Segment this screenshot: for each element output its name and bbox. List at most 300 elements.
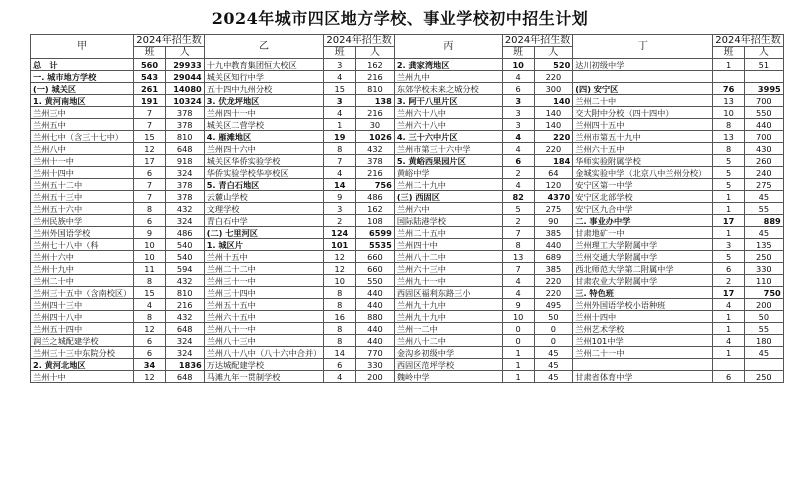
class-count: 8 xyxy=(134,203,165,215)
class-count: 11 xyxy=(134,263,165,275)
student-count: 385 xyxy=(534,227,573,239)
class-count: 12 xyxy=(324,263,356,275)
table-row xyxy=(31,59,784,71)
school-name: 兰州五十四中 xyxy=(31,323,134,335)
class-count: 1 xyxy=(502,359,534,371)
class-count xyxy=(713,71,745,83)
school-name: 青白石中学 xyxy=(204,215,324,227)
student-count: 432 xyxy=(165,275,204,287)
table-row xyxy=(31,239,784,251)
class-count: 8 xyxy=(324,287,356,299)
header-row-1 xyxy=(31,35,784,47)
class-count: 4 xyxy=(502,275,534,287)
school-name: 兰州四十中 xyxy=(394,239,502,251)
school-name: 交大附中分校（四十四中） xyxy=(573,107,713,119)
header-ban: 班 xyxy=(502,47,534,59)
school-name: 兰州四十八中 xyxy=(31,311,134,323)
class-count: 4 xyxy=(713,299,745,311)
school-name: 2. 黄河北地区 xyxy=(31,359,134,371)
school-name: 兰州九十九中 xyxy=(394,299,502,311)
school-name: 兰州八十二中 xyxy=(394,335,502,347)
school-name: 城关区知行中学 xyxy=(204,71,324,83)
class-count: 9 xyxy=(324,191,356,203)
school-name: 三. 特色班 xyxy=(573,287,713,299)
student-count: 520 xyxy=(534,59,573,71)
class-count: 82 xyxy=(502,191,534,203)
student-count: 45 xyxy=(744,347,783,359)
class-count: 10 xyxy=(134,251,165,263)
class-count: 2 xyxy=(502,215,534,227)
student-count: 770 xyxy=(356,347,395,359)
school-name: 兰州二十一中 xyxy=(573,347,713,359)
school-name xyxy=(573,359,713,371)
table-row xyxy=(31,167,784,179)
class-count: 4 xyxy=(134,299,165,311)
class-count: 8 xyxy=(134,275,165,287)
class-count: 543 xyxy=(134,71,165,83)
school-name: 兰州七中（含三十七中） xyxy=(31,131,134,143)
table-row xyxy=(31,179,784,191)
student-count: 45 xyxy=(534,371,573,383)
student-count: 29044 xyxy=(165,71,204,83)
student-count: 120 xyxy=(534,179,573,191)
student-count: 440 xyxy=(356,287,395,299)
student-count: 324 xyxy=(165,335,204,347)
school-name: 兰州三十五中（含南校区） xyxy=(31,287,134,299)
class-count: 13 xyxy=(502,251,534,263)
school-name: 黄峪中学 xyxy=(394,167,502,179)
school-name: 一. 城市地方学校 xyxy=(31,71,134,83)
class-count: 1 xyxy=(713,59,745,71)
class-count: 16 xyxy=(324,311,356,323)
table-body xyxy=(31,59,784,383)
school-name: 兰州二十二中 xyxy=(204,263,324,275)
student-count: 440 xyxy=(534,239,573,251)
student-count: 140 xyxy=(534,119,573,131)
class-count: 7 xyxy=(502,227,534,239)
school-name: 兰州二十中 xyxy=(573,95,713,107)
school-name: 兰州二十中 xyxy=(31,275,134,287)
header-ren: 人 xyxy=(534,47,573,59)
class-count: 3 xyxy=(502,95,534,107)
class-count: 6 xyxy=(324,359,356,371)
table-row xyxy=(31,287,784,299)
class-count: 1 xyxy=(713,323,745,335)
student-count: 184 xyxy=(534,155,573,167)
student-count: 135 xyxy=(744,239,783,251)
class-count: 1 xyxy=(324,119,356,131)
class-count: 4 xyxy=(502,143,534,155)
class-count: 12 xyxy=(134,371,165,383)
school-name: 兰州五十三中 xyxy=(31,191,134,203)
class-count: 4 xyxy=(502,71,534,83)
class-count: 1 xyxy=(502,347,534,359)
student-count: 810 xyxy=(165,287,204,299)
student-count: 200 xyxy=(356,371,395,383)
student-count: 29933 xyxy=(165,59,204,71)
class-count: 4 xyxy=(324,107,356,119)
student-count: 30 xyxy=(356,119,395,131)
student-count: 0 xyxy=(534,323,573,335)
school-name: 兰州三十四中 xyxy=(204,287,324,299)
header-ban: 班 xyxy=(324,47,356,59)
student-count: 810 xyxy=(165,131,204,143)
class-count: 3 xyxy=(324,203,356,215)
student-count: 700 xyxy=(744,95,783,107)
class-count: 6 xyxy=(502,83,534,95)
student-count: 220 xyxy=(534,275,573,287)
student-count: 162 xyxy=(356,203,395,215)
class-count: 8 xyxy=(324,335,356,347)
student-count: 385 xyxy=(534,263,573,275)
class-count: 1 xyxy=(502,371,534,383)
class-count: 17 xyxy=(713,215,745,227)
class-count: 8 xyxy=(324,143,356,155)
student-count: 140 xyxy=(534,107,573,119)
school-name: 西固区范坪学校 xyxy=(394,359,502,371)
class-count: 6 xyxy=(134,215,165,227)
class-count: 14 xyxy=(324,347,356,359)
student-count: 110 xyxy=(744,275,783,287)
class-count: 19 xyxy=(324,131,356,143)
school-name: 兰州六十五中 xyxy=(204,311,324,323)
school-name: 兰州二十九中 xyxy=(394,179,502,191)
class-count: 7 xyxy=(134,119,165,131)
school-name: (一) 城关区 xyxy=(31,83,134,95)
class-count: 13 xyxy=(713,95,745,107)
class-count: 8 xyxy=(324,323,356,335)
class-count: 12 xyxy=(134,143,165,155)
class-count: 17 xyxy=(134,155,165,167)
class-count: 7 xyxy=(134,179,165,191)
table-row xyxy=(31,263,784,275)
school-name: 兰州八中 xyxy=(31,143,134,155)
student-count: 275 xyxy=(744,179,783,191)
student-count: 330 xyxy=(356,359,395,371)
school-name: 安宁区九合中学 xyxy=(573,203,713,215)
student-count: 220 xyxy=(534,287,573,299)
class-count: 10 xyxy=(713,107,745,119)
school-name: 兰州八十一中 xyxy=(204,323,324,335)
student-count: 324 xyxy=(165,167,204,179)
class-count: 7 xyxy=(134,107,165,119)
student-count: 220 xyxy=(534,71,573,83)
class-count: 3 xyxy=(502,107,534,119)
student-count: 432 xyxy=(356,143,395,155)
school-name: 马滩九年一贯制学校 xyxy=(204,371,324,383)
header-ban: 班 xyxy=(713,47,745,59)
school-name: (三) 西固区 xyxy=(394,191,502,203)
class-count: 10 xyxy=(324,275,356,287)
school-name xyxy=(573,71,713,83)
school-name: 甘肃农业大学附属中学 xyxy=(573,275,713,287)
class-count: 3 xyxy=(502,119,534,131)
student-count: 180 xyxy=(744,335,783,347)
school-name: 兰州五十二中 xyxy=(31,179,134,191)
table-row xyxy=(31,335,784,347)
school-name: 兰州九十九中 xyxy=(394,311,502,323)
student-count: 300 xyxy=(534,83,573,95)
student-count: 594 xyxy=(165,263,204,275)
class-count: 2 xyxy=(713,275,745,287)
class-count: 12 xyxy=(134,323,165,335)
school-name: 润兰之城配建学校 xyxy=(31,335,134,347)
table-row xyxy=(31,71,784,83)
class-count: 7 xyxy=(502,263,534,275)
class-count: 3 xyxy=(324,95,356,107)
table-row xyxy=(31,275,784,287)
school-name: 兰州十四中 xyxy=(31,167,134,179)
class-count: 6 xyxy=(134,335,165,347)
school-name: 兰州四十一中 xyxy=(204,107,324,119)
school-name: 兰州三中 xyxy=(31,107,134,119)
school-name: 5. 青白石地区 xyxy=(204,179,324,191)
class-count: 261 xyxy=(134,83,165,95)
header-group-yi: 乙 xyxy=(204,35,324,59)
student-count: 550 xyxy=(356,275,395,287)
school-name: 兰州十六中 xyxy=(31,251,134,263)
student-count: 378 xyxy=(356,155,395,167)
student-count: 51 xyxy=(744,59,783,71)
school-name: (四) 安宁区 xyxy=(573,83,713,95)
table-row xyxy=(31,251,784,263)
student-count: 6599 xyxy=(356,227,395,239)
school-name: 文理学校 xyxy=(204,203,324,215)
class-count: 10 xyxy=(502,311,534,323)
school-name: 兰州外国语学校 xyxy=(31,227,134,239)
school-name: 兰州十五中 xyxy=(204,251,324,263)
school-name: 兰州理工大学附属中学 xyxy=(573,239,713,251)
student-count: 240 xyxy=(744,167,783,179)
student-count: 750 xyxy=(744,287,783,299)
table-row xyxy=(31,95,784,107)
school-name: 兰州八十八中（八十六中合并） xyxy=(204,347,324,359)
school-name: 4. 雁滩地区 xyxy=(204,131,324,143)
student-count: 486 xyxy=(165,227,204,239)
school-name: 兰州六十五中 xyxy=(573,143,713,155)
school-name: 兰州外国语学校小语种班 xyxy=(573,299,713,311)
school-name: 金城实验中学（北京八中兰州分校） xyxy=(573,167,713,179)
class-count: 191 xyxy=(134,95,165,107)
header-plan-ding: 2024年招生数 xyxy=(713,35,783,47)
table-row xyxy=(31,323,784,335)
header-ren: 人 xyxy=(356,47,395,59)
page-title: 2024年城市四区地方学校、事业学校初中招生计划 xyxy=(211,9,589,28)
class-count: 5 xyxy=(713,251,745,263)
school-name: 兰州六十八中 xyxy=(394,119,502,131)
class-count: 6 xyxy=(713,371,745,383)
student-count: 648 xyxy=(165,323,204,335)
table-row xyxy=(31,215,784,227)
student-count: 378 xyxy=(165,107,204,119)
school-name: 甘肃地矿一中 xyxy=(573,227,713,239)
student-count: 378 xyxy=(165,119,204,131)
class-count: 1 xyxy=(713,203,745,215)
school-name: 兰州四十三中 xyxy=(31,299,134,311)
student-count: 1026 xyxy=(356,131,395,143)
student-count: 648 xyxy=(165,371,204,383)
student-count: 5535 xyxy=(356,239,395,251)
school-name: 安宁区北部学校 xyxy=(573,191,713,203)
class-count: 6 xyxy=(134,167,165,179)
student-count: 138 xyxy=(356,95,395,107)
class-count: 0 xyxy=(502,323,534,335)
student-count: 440 xyxy=(744,119,783,131)
class-count: 34 xyxy=(134,359,165,371)
table-row xyxy=(31,83,784,95)
student-count: 250 xyxy=(744,371,783,383)
student-count: 260 xyxy=(744,155,783,167)
class-count: 2 xyxy=(502,167,534,179)
table-row xyxy=(31,131,784,143)
class-count: 8 xyxy=(134,311,165,323)
student-count: 430 xyxy=(744,143,783,155)
table-row xyxy=(31,311,784,323)
student-count: 45 xyxy=(534,359,573,371)
school-name: 城关区华侨实验学校 xyxy=(204,155,324,167)
class-count: 8 xyxy=(502,239,534,251)
class-count: 4 xyxy=(324,167,356,179)
school-name: 华师实验附属学校 xyxy=(573,155,713,167)
class-count: 1 xyxy=(713,227,745,239)
school-name: 5. 黄峪西果园片区 xyxy=(394,155,502,167)
school-name: 兰州交通大学附属中学 xyxy=(573,251,713,263)
school-name: 云麓山学校 xyxy=(204,191,324,203)
school-name: 2. 龚家湾地区 xyxy=(394,59,502,71)
class-count: 13 xyxy=(713,131,745,143)
class-count: 17 xyxy=(713,287,745,299)
school-name: 兰州101中学 xyxy=(573,335,713,347)
student-count: 275 xyxy=(534,203,573,215)
student-count: 216 xyxy=(356,107,395,119)
student-count: 45 xyxy=(744,227,783,239)
class-count: 6 xyxy=(502,155,534,167)
school-name: 1. 黄河南地区 xyxy=(31,95,134,107)
header-ren: 人 xyxy=(744,47,783,59)
student-count: 1836 xyxy=(165,359,204,371)
school-name: 兰州五十五中 xyxy=(204,299,324,311)
school-name: 兰州市第三十六中学 xyxy=(394,143,502,155)
student-count: 330 xyxy=(744,263,783,275)
class-count: 5 xyxy=(713,167,745,179)
student-count: 64 xyxy=(534,167,573,179)
class-count: 5 xyxy=(713,179,745,191)
student-count: 45 xyxy=(534,347,573,359)
student-count: 689 xyxy=(534,251,573,263)
student-count: 550 xyxy=(744,107,783,119)
student-count: 432 xyxy=(165,203,204,215)
table-row xyxy=(31,119,784,131)
school-name: 兰州十九中 xyxy=(31,263,134,275)
school-name: 3. 阿干八里片区 xyxy=(394,95,502,107)
header-plan-yi: 2024年招生数 xyxy=(324,35,394,47)
table-row xyxy=(31,203,784,215)
student-count: 45 xyxy=(744,191,783,203)
school-name: 兰州七十八中（科 xyxy=(31,239,134,251)
student-count: 648 xyxy=(165,143,204,155)
student-count xyxy=(744,71,783,83)
student-count: 220 xyxy=(534,143,573,155)
student-count xyxy=(744,359,783,371)
school-name: 兰州九中 xyxy=(394,71,502,83)
header-ban: 班 xyxy=(134,47,165,59)
class-count: 1 xyxy=(713,311,745,323)
student-count: 50 xyxy=(534,311,573,323)
school-name: 兰州十中 xyxy=(31,371,134,383)
class-count: 9 xyxy=(134,227,165,239)
class-count: 0 xyxy=(502,335,534,347)
student-count: 378 xyxy=(165,179,204,191)
school-name: 3. 伏龙坪地区 xyxy=(204,95,324,107)
school-name: 万达城配建学校 xyxy=(204,359,324,371)
table-row xyxy=(31,155,784,167)
header-group-jia: 甲 xyxy=(31,35,134,59)
school-name: 达川初级中学 xyxy=(573,59,713,71)
student-count: 200 xyxy=(744,299,783,311)
class-count: 3 xyxy=(713,239,745,251)
school-name: 兰州三十三中东院分校 xyxy=(31,347,134,359)
student-count: 220 xyxy=(534,131,573,143)
school-name: 兰州五十六中 xyxy=(31,203,134,215)
class-count: 15 xyxy=(134,131,165,143)
school-name: 东郊学校未来之城分校 xyxy=(394,83,502,95)
student-count: 810 xyxy=(356,83,395,95)
table-row xyxy=(31,143,784,155)
school-name: 城关区二营学校 xyxy=(204,119,324,131)
class-count: 4 xyxy=(713,335,745,347)
school-name: 兰州五中 xyxy=(31,119,134,131)
school-name: 兰州四十六中 xyxy=(204,143,324,155)
header-plan-jia: 2024年招生数 xyxy=(134,35,204,47)
class-count: 4 xyxy=(502,179,534,191)
school-name: 二. 事业办中学 xyxy=(573,215,713,227)
school-name: 兰州六十八中 xyxy=(394,107,502,119)
student-count: 216 xyxy=(356,167,395,179)
class-count: 15 xyxy=(134,287,165,299)
class-count: 101 xyxy=(324,239,356,251)
school-name: 总 计 xyxy=(31,59,134,71)
class-count: 7 xyxy=(324,155,356,167)
class-count: 4 xyxy=(324,371,356,383)
class-count: 3 xyxy=(324,59,356,71)
student-count: 55 xyxy=(744,203,783,215)
student-count: 889 xyxy=(744,215,783,227)
student-count: 90 xyxy=(534,215,573,227)
class-count: 7 xyxy=(134,191,165,203)
class-count: 4 xyxy=(324,71,356,83)
class-count: 5 xyxy=(502,203,534,215)
table-row xyxy=(31,191,784,203)
student-count: 108 xyxy=(356,215,395,227)
class-count: 4 xyxy=(502,131,534,143)
school-name: (二) 七里河区 xyxy=(204,227,324,239)
student-count: 756 xyxy=(356,179,395,191)
school-name: 兰州八十二中 xyxy=(394,251,502,263)
school-name: 甘肃省体育中学 xyxy=(573,371,713,383)
student-count: 55 xyxy=(744,323,783,335)
student-count: 700 xyxy=(744,131,783,143)
class-count xyxy=(713,359,745,371)
student-count: 440 xyxy=(356,323,395,335)
student-count: 660 xyxy=(356,263,395,275)
class-count: 4 xyxy=(502,287,534,299)
table-row xyxy=(31,347,784,359)
school-name: 十九中教育集团恒大校区 xyxy=(204,59,324,71)
table-row xyxy=(31,359,784,371)
student-count: 660 xyxy=(356,251,395,263)
class-count: 1 xyxy=(713,191,745,203)
class-count: 12 xyxy=(324,251,356,263)
